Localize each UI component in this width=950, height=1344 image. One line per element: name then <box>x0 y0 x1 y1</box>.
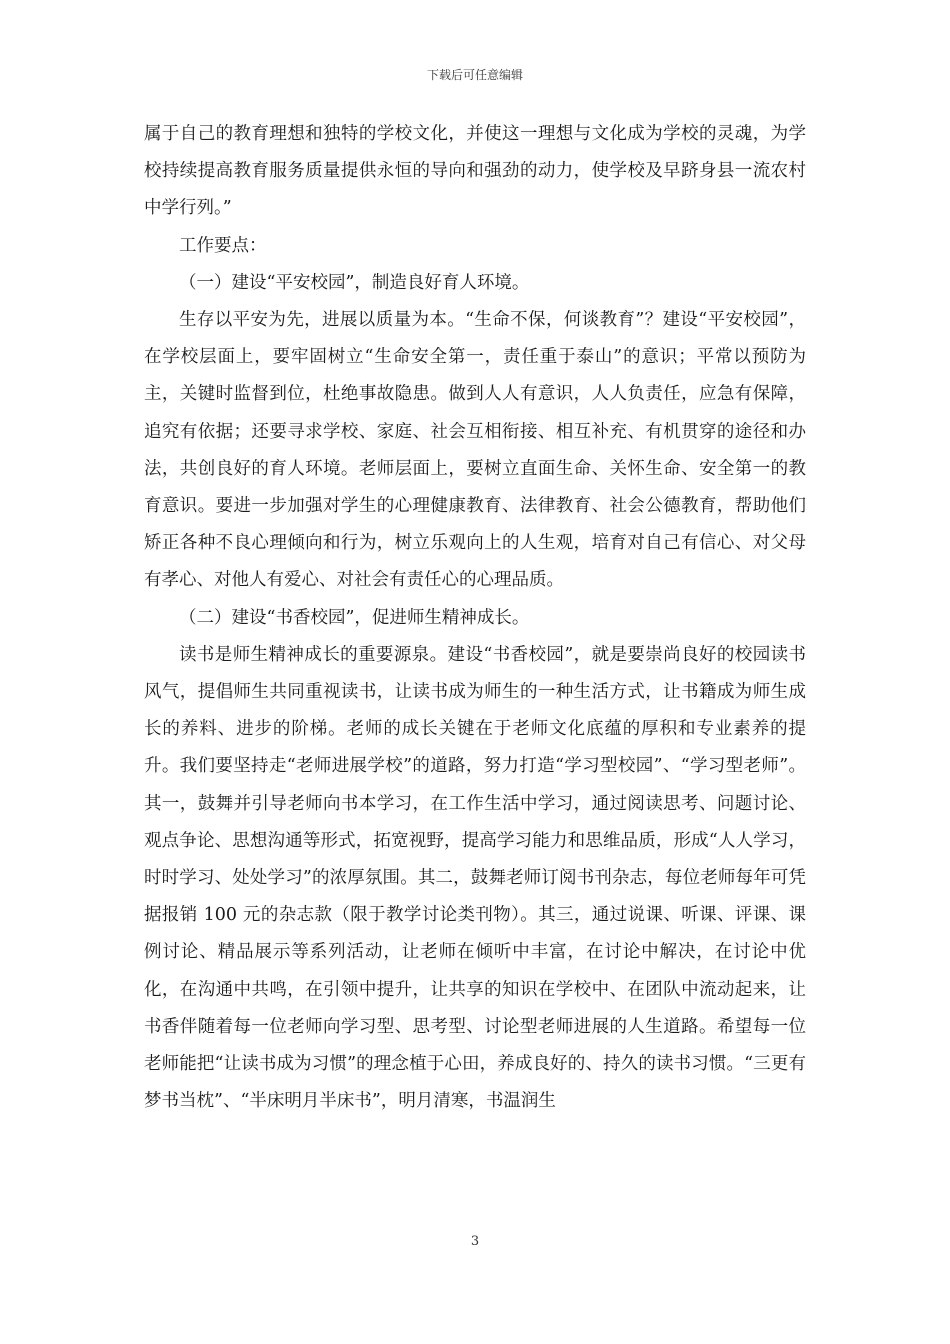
page-number: 3 <box>470 1234 480 1249</box>
section-heading-scholarly-campus: （二）建设“书香校园”，促进师生精神成长。 <box>179 607 530 628</box>
document-body <box>144 116 806 1120</box>
section-heading-safe-campus: （一）建设“平安校园”，制造良好育人环境。 <box>179 272 530 293</box>
paragraph-work-points-heading: 工作要点： <box>179 235 267 256</box>
paragraph-safe-campus: 生存以平安为先，进展以质量为本。“生命不保，何谈教育”？建设“平安校园”，在学校层面上，要牢固树立“生命安全第一，责任重于泰山”的意识；平常以预防为主，关键时监督到位，杜绝事故隐患。做到人人有意识，人人负责任，应急有保障，追究有依据；还要寻求学校、家庭、社会互相衔接、相互补充、有机贯穿的途径和办法，共创良好的育人环境。老师层面上，要树立直面生命、关怀生命、安全第一的教育意识。要进一步加强对学生的心理健康教育、法律教育、社会公德教育，帮助他们矫正各种不良心理倾向和行为，树立乐观向上的人生观，培育对自己有信心、对父母有孝心、对他人有爱心、对社会有责任心的心理品质。 <box>144 310 806 591</box>
page-header: 下载后可任意编辑 <box>426 68 523 82</box>
paragraph-continuation: 属于自己的教育理想和独特的学校文化，并使这一理想与文化成为学校的灵魂，为学校持续提高教育服务质量提供永恒的导向和强劲的动力，使学校及早跻身县一流农村中学行列。” <box>144 124 806 219</box>
paragraph-scholarly-campus: 读书是师生精神成长的重要源泉。建设“书香校园”，就是要崇尚良好的校园读书风气，提倡师生共同重视读书，让读书成为师生的一种生活方式，让书籍成为师生成长的养料、进步的阶梯。老师的成长关键在于老师文化底蕴的厚积和专业素养的提升。我们要坚持走“老师进展学校”的道路，努力打造“学习型校园”、“学习型老师”。其一，鼓舞并引导老师向书本学习，在工作生活中学习，通过阅读思考、问题讨论、观点争论、思想沟通等形式，拓宽视野，提高学习能力和思维品质，形成“人人学习，时时学习、处处学习”的浓厚氛围。其二，鼓舞老师订阅书刊杂志，每位老师每年可凭据报销 100 元的杂志款（限于教学讨论类刊物）。其三，通过说课、听课、评课、课例讨论、精品展示等系列活动，让老师在倾听中丰富，在讨论中解决，在讨论中优化，在沟通中共鸣，在引领中提升，让共享的知识在学校中、在团队中流动起来，让书香伴随着每一位老师向学习型、思考型、讨论型老师进展的人生道路。希望每一位老师能把“让读书成为习惯”的理念植于心田，养成良好的、持久的读书习惯。“三更有梦书当枕”、“半床明月半床书”，明月清寒，书温润生 <box>144 644 806 1112</box>
